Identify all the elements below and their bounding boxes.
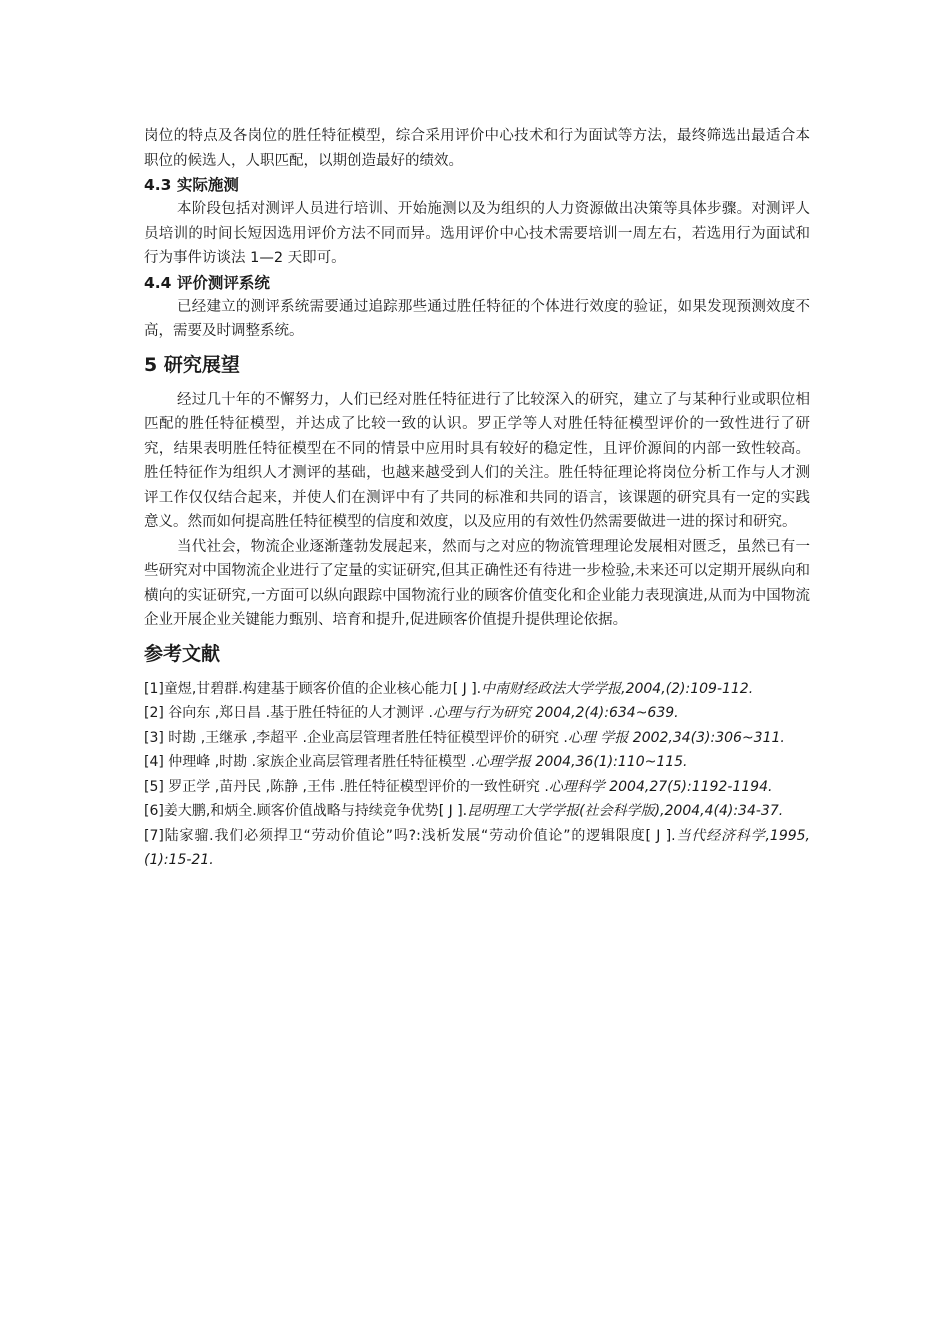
section-4-3-body: 本阶段包括对测评人员进行培训、开始施测以及为组织的人力资源做出决策等具体步骤。对测评人员培训的时间长短因选用评价方法不同而异。选用评价中心技术需要培训一周左右，若选用行为面试和行为事件访谈法 1—2 天即可。 (144, 201, 810, 266)
reference-item-7: [7]陆家骝.我们必须捍卫“劳动价值论”吗?:浅析发展“劳动价值论”的逻辑限度[ J ].当代经济科学,1995,(1):15-21. (144, 827, 811, 868)
section-5-paragraph-2: 当代社会，物流企业逐渐蓬勃发展起来，然而与之对应的物流管理理论发展相对匮乏，虽然已有一些研究对中国物流企业进行了定量的实证研究,但其正确性还有待进一步检验,未来还可以定期开展纵向和横向的实证研究,一方面可以纵向跟踪中国物流行业的顾客价值变化和企业能力表现演进,从而为中国物流企业开展企业关键能力甄别、培育和提升,促进顾客价值提升提供理论依据。 (144, 538, 810, 628)
reference-item-4: [4] 仲理峰 ,时勘 .家族企业高层管理者胜任特征模型 .心理学报 2004,36(1):110~115. (144, 754, 688, 770)
section-4-4-body: 已经建立的测评系统需要通过追踪那些通过胜任特征的个体进行效度的验证，如果发现预测效度不高，需要及时调整系统。 (144, 298, 810, 339)
section-4-3-heading: 4.3 实际施测 (144, 176, 239, 194)
references-heading: 参考文献 (144, 642, 221, 665)
reference-list (144, 677, 810, 873)
reference-item-5: [5] 罗正学 ,苗丹民 ,陈静 ,王伟 .胜任特征模型评价的一致性研究 .心理科学 2004,27(5):1192-1194. (144, 778, 773, 795)
reference-item-3: [3] 时勘 ,王继承 ,李超平 .企业高层管理者胜任特征模型评价的研究 .心理 学报 2002,34(3):306~311. (144, 729, 785, 746)
reference-item-2: [2] 谷向东 ,郑日昌 .基于胜任特征的人才测评 .心理与行为研究 2004,2(4):634~639. (144, 705, 679, 721)
section-5-heading: 5 研究展望 (144, 353, 240, 376)
section-4-4-heading: 4.4 评价测评系统 (144, 273, 270, 292)
document-page (144, 124, 810, 873)
intro-paragraph: 岗位的特点及各岗位的胜任特征模型，综合采用评价中心技术和行为面试等方法，最终筛选出最适合本职位的候选人，人职匹配，以期创造最好的绩效。 (144, 128, 810, 169)
section-5-paragraph-1: 经过几十年的不懈努力，人们已经对胜任特征进行了比较深入的研究，建立了与某种行业或职位相匹配的胜任特征模型，并达成了比较一致的认识。罗正学等人对胜任特征模型评价的一致性进行了研究，结果表明胜任特征模型在不同的情景中应用时具有较好的稳定性，且评价源间的内部一致性较高。胜任特征作为组织人才测评的基础，也越来越受到人们的关注。胜任特征理论将岗位分析工作与人才测评工作仅仅结合起来，并使人们在测评中有了共同的标准和共同的语言，该课题的研究具有一定的实践意义。然而如何提高胜任特征模型的信度和效度，以及应用的有效性仍然需要做进一进的探讨和研究。 (144, 391, 810, 530)
reference-item-6: [6]姜大鹏,和炳全.顾客价值战略与持续竞争优势[ J ].昆明理工大学学报(社会科学版),2004,4(4):34-37. (144, 803, 784, 819)
reference-item-1: [1]童煜,甘碧群.构建基于顾客价值的企业核心能力[ J ].中南财经政法大学学报,2004,(2):109-112. (144, 680, 754, 697)
